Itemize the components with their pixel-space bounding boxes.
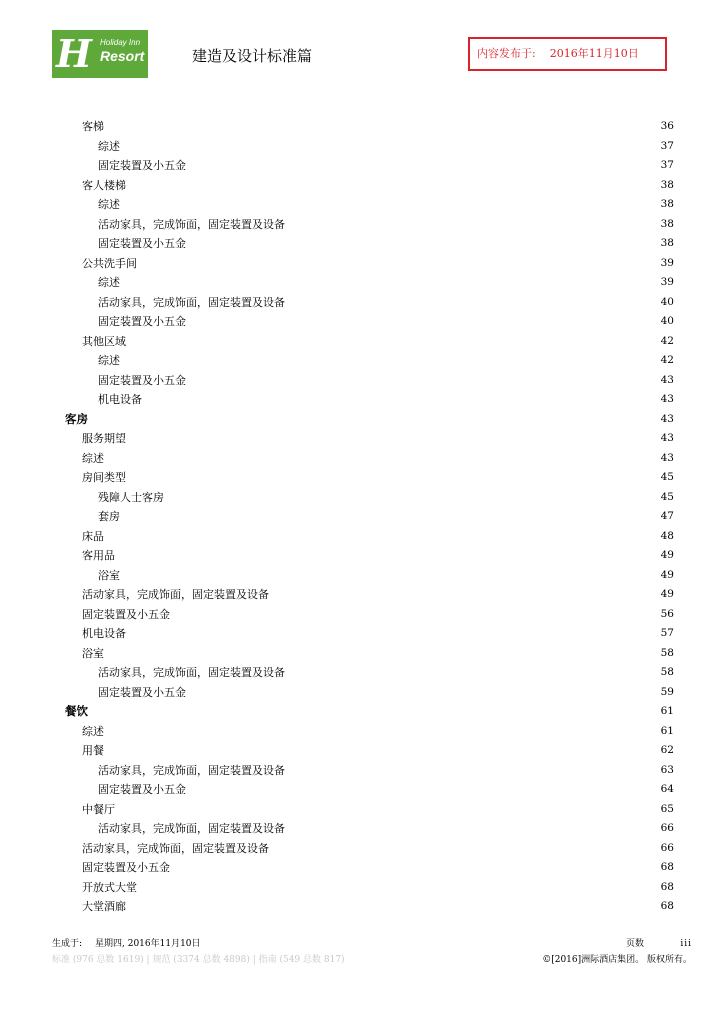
standards-stats: 标准 (976 总数 1619) | 规范 (3374 总数 4898) | 指南 (549 总数 817)	[52, 955, 345, 965]
toc-entry[interactable]	[0, 858, 724, 878]
toc-entry-label: 服务期望	[82, 432, 126, 445]
toc-entry[interactable]	[0, 897, 724, 917]
toc-entry[interactable]	[0, 312, 724, 332]
toc-entry-label: 大堂酒廊	[82, 900, 126, 913]
toc-entry[interactable]	[0, 117, 724, 137]
holiday-inn-resort-logo	[52, 30, 148, 78]
toc-entry[interactable]	[0, 780, 724, 800]
toc-entry[interactable]	[0, 566, 724, 586]
toc-entry[interactable]	[0, 527, 724, 547]
toc-entry[interactable]	[0, 390, 724, 410]
toc-entry-page: 66	[660, 822, 674, 834]
toc-entry-label: 活动家具，完成饰面，固定装置及设备	[82, 841, 269, 855]
toc-entry-label: 机电设备	[82, 627, 126, 640]
release-date-box	[468, 37, 667, 71]
page-number-label: 页数	[626, 939, 645, 949]
release-date: 2016年11月10日	[549, 47, 639, 60]
logo-h-mark: H	[56, 31, 92, 76]
toc-entry-page: 39	[660, 276, 674, 288]
toc-entry-page: 48	[660, 529, 674, 542]
toc-entry-page: 43	[660, 393, 674, 405]
toc-entry-page: 65	[660, 802, 674, 815]
toc-entry-page: 56	[660, 607, 674, 620]
toc-entry[interactable]	[0, 176, 724, 196]
footer-stats-row	[52, 953, 692, 967]
toc-entry-page: 61	[660, 724, 674, 737]
toc-entry[interactable]	[0, 722, 724, 742]
toc-entry-label: 浴室	[98, 568, 120, 582]
toc-entry[interactable]	[0, 683, 724, 703]
toc-entry-label: 活动家具，完成饰面，固定装置及设备	[98, 763, 285, 777]
toc-entry-label: 开放式大堂	[82, 880, 137, 894]
toc-entry-page: 36	[660, 120, 674, 132]
toc-entry-label: 固定装置及小五金	[82, 607, 170, 621]
toc-entry[interactable]	[0, 488, 724, 508]
toc-entry-page: 61	[660, 705, 674, 717]
toc-entry[interactable]	[0, 429, 724, 449]
toc-entry-page: 49	[660, 568, 674, 581]
toc-entry-label: 综述	[82, 451, 104, 465]
toc-entry-page: 68	[660, 880, 674, 893]
toc-entry-label: 活动家具，完成饰面，固定装置及设备	[98, 217, 285, 231]
toc-entry-page: 39	[660, 256, 674, 269]
toc-entry-label: 客梯	[82, 120, 104, 133]
release-label: 内容发布于:	[477, 47, 536, 60]
toc-entry[interactable]	[0, 195, 724, 215]
toc-entry[interactable]	[0, 663, 724, 683]
toc-entry[interactable]	[0, 468, 724, 488]
toc-entry-page: 68	[660, 900, 674, 912]
toc-entry-label: 用餐	[82, 744, 104, 757]
toc-entry-label: 固定装置及小五金	[98, 159, 186, 172]
toc-entry-page: 45	[660, 471, 674, 483]
toc-entry[interactable]	[0, 507, 724, 527]
toc-entry-page: 38	[660, 198, 674, 210]
toc-entry-label: 客用品	[82, 549, 115, 562]
toc-entry-label: 床品	[82, 529, 104, 543]
toc-entry[interactable]	[0, 332, 724, 352]
toc-entry[interactable]	[0, 761, 724, 781]
toc-entry[interactable]	[0, 234, 724, 254]
toc-entry-label: 固定装置及小五金	[82, 861, 170, 874]
toc-entry[interactable]	[0, 137, 724, 157]
toc-entry-page: 64	[660, 783, 674, 795]
toc-entry[interactable]	[0, 839, 724, 859]
toc-entry-label: 固定装置及小五金	[98, 237, 186, 250]
toc-entry-label: 综述	[98, 354, 120, 367]
toc-entry[interactable]	[0, 254, 724, 274]
toc-entry[interactable]	[0, 215, 724, 235]
toc-entry-page: 68	[660, 861, 674, 873]
toc-entry[interactable]	[0, 741, 724, 761]
toc-entry[interactable]	[0, 819, 724, 839]
toc-entry-page: 42	[660, 334, 674, 347]
toc-entry-page: 59	[660, 685, 674, 698]
toc-entry-label: 客人楼梯	[82, 178, 126, 192]
toc-entry-label: 活动家具，完成饰面，固定装置及设备	[98, 822, 285, 835]
toc-entry-label: 机电设备	[98, 393, 142, 406]
toc-entry-label: 浴室	[82, 646, 104, 660]
toc-entry-page: 42	[660, 354, 674, 366]
toc-entry-page: 38	[660, 178, 674, 191]
toc-entry[interactable]	[0, 624, 724, 644]
toc-entry-label: 套房	[98, 510, 120, 523]
toc-entry-page: 45	[660, 490, 674, 503]
toc-entry-page: 63	[660, 763, 674, 776]
toc-entry-label: 固定装置及小五金	[98, 373, 186, 387]
logo-brand-line2: Resort	[100, 48, 145, 64]
toc-entry[interactable]	[0, 644, 724, 664]
toc-entry[interactable]	[0, 449, 724, 469]
toc-entry-page: 37	[660, 139, 674, 152]
toc-entry-label: 公共洗手间	[82, 256, 137, 270]
toc-entry[interactable]	[0, 878, 724, 898]
toc-entry[interactable]	[0, 351, 724, 371]
toc-entry-label: 其他区域	[82, 334, 126, 348]
toc-entry-page: 40	[660, 295, 674, 308]
toc-entry-page: 37	[660, 159, 674, 171]
toc-entry-label: 活动家具，完成饰面，固定装置及设备	[98, 666, 285, 679]
toc-entry-page: 58	[660, 666, 674, 678]
toc-entry-page: 43	[660, 412, 674, 425]
toc-entry-label: 综述	[82, 724, 104, 738]
toc-entry-page: 47	[660, 510, 674, 522]
toc-entry-page: 49	[660, 549, 674, 561]
toc-entry-label: 综述	[98, 198, 120, 211]
toc-entry-label: 餐饮	[65, 704, 88, 718]
toc-entry-page: 38	[660, 217, 674, 230]
page-number: iii	[680, 939, 692, 949]
toc-entry-label: 固定装置及小五金	[98, 315, 186, 328]
toc-entry-label: 固定装置及小五金	[98, 685, 186, 699]
toc-entry-label: 固定装置及小五金	[98, 783, 186, 796]
toc-entry-label: 房间类型	[82, 471, 126, 484]
toc-entry[interactable]	[0, 546, 724, 566]
toc-section-heading[interactable]	[0, 410, 724, 430]
logo-brand-line1: Holiday Inn	[100, 38, 141, 47]
toc-entry-label: 中餐厅	[82, 802, 115, 816]
toc-entry[interactable]	[0, 273, 724, 293]
toc-entry[interactable]	[0, 371, 724, 391]
toc-entry-page: 58	[660, 646, 674, 659]
toc-entry-page: 49	[660, 588, 674, 600]
generated-date: 星期四, 2016年11月10日	[95, 939, 201, 949]
toc-entry-page: 62	[660, 744, 674, 756]
toc-entry[interactable]	[0, 585, 724, 605]
toc-entry-page: 57	[660, 627, 674, 639]
toc-entry-label: 活动家具，完成饰面，固定装置及设备	[98, 295, 285, 309]
toc-section-heading[interactable]	[0, 702, 724, 722]
toc-entry[interactable]	[0, 605, 724, 625]
toc-entry-page: 40	[660, 315, 674, 327]
toc-entry-label: 综述	[98, 276, 120, 289]
document-title: 建造及设计标准篇	[192, 47, 313, 65]
footer-meta	[52, 937, 692, 951]
toc-entry-label: 活动家具，完成饰面，固定装置及设备	[82, 588, 269, 601]
generated-label: 生成于:	[52, 939, 83, 949]
toc-entry[interactable]	[0, 156, 724, 176]
toc-entry[interactable]	[0, 293, 724, 313]
toc-entry-label: 残障人士客房	[98, 490, 164, 504]
toc-entry-page: 43	[660, 432, 674, 444]
toc-entry[interactable]	[0, 800, 724, 820]
copyright-notice: ©[2016]洲际酒店集团。 版权所有。	[542, 955, 692, 965]
toc-entry-page: 66	[660, 841, 674, 854]
toc-entry-label: 客房	[65, 411, 88, 426]
toc-entry-page: 38	[660, 237, 674, 249]
toc-entry-label: 综述	[98, 139, 120, 153]
toc-entry-page: 43	[660, 451, 674, 464]
toc-entry-page: 43	[660, 373, 674, 386]
